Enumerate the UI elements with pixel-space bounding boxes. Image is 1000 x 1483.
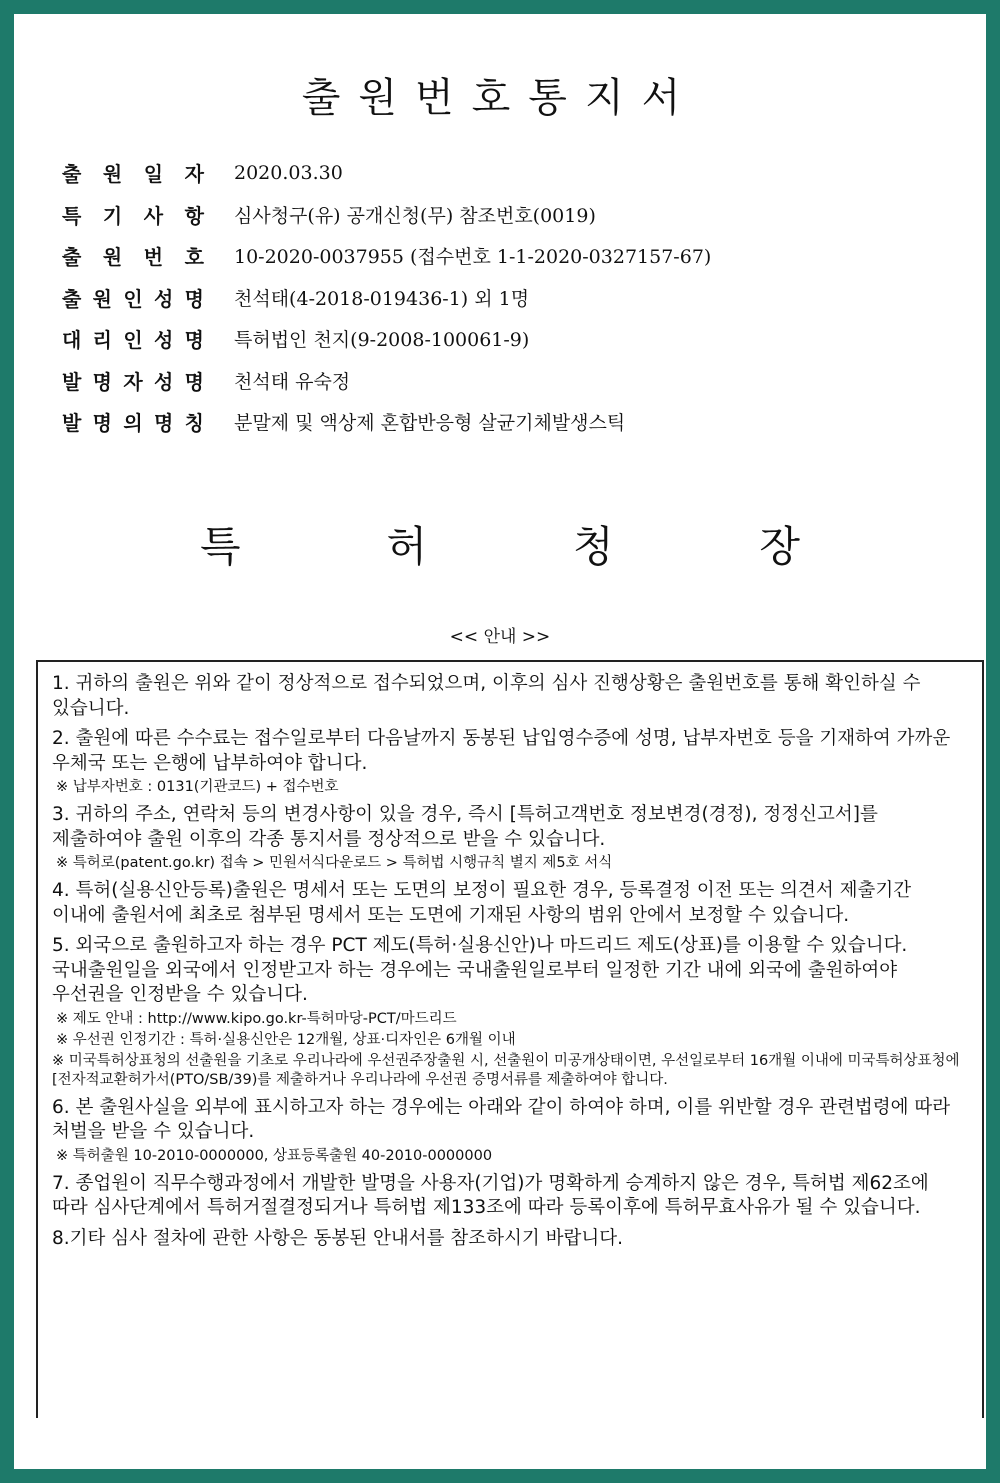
guide-box (36, 660, 984, 1418)
field-label: 대 리 인 성 명 (62, 328, 204, 353)
field-value: 천석태 유숙정 (234, 370, 351, 393)
guide-item-text: 2. 출원에 따른 수수료는 접수일로부터 다음날까지 동봉된 납입영수증에 성명, 납부자번호 등을 기재하여 가까운 우체국 또는 은행에 납부하여야 합니다. (52, 728, 951, 774)
guide-item-text: 1. 귀하의 출원은 위와 같이 정상적으로 접수되었으며, 이후의 심사 진행상황은 출원번호를 통해 확인하실 수 있습니다. (52, 673, 921, 719)
issuer-char: 청 (572, 522, 614, 571)
field-value: 2020.03.30 (234, 161, 343, 184)
guide-item (52, 934, 970, 1090)
field-label: 발 명 자 성 명 (62, 369, 204, 394)
field-row (62, 360, 711, 402)
guide-note: ※ 제도 안내 : http://www.kipo.go.kr-특허마당-PCT/마드리드 (56, 1010, 457, 1027)
guide-item (52, 879, 970, 928)
field-row (62, 194, 711, 236)
issuer-char: 허 (386, 522, 428, 571)
field-row (62, 277, 711, 319)
issuer-char: 장 (759, 522, 800, 571)
guide-item-text: 3. 귀하의 주소, 연락처 등의 변경사항이 있을 경우, 즉시 [특허고객번호 정보변경(경정), 정정신고서]를 제출하여야 출원 이후의 각종 통지서를 정상적으로 받을 수 있습니다. (52, 804, 878, 850)
guide-item (52, 1096, 970, 1166)
field-value: 천석태(4-2018-019436-1) 외 1명 (234, 287, 530, 310)
issuer-name (200, 514, 800, 574)
guide-item-text: 4. 특허(실용신안등록)출원은 명세서 또는 도면의 보정이 필요한 경우, 등록결정 이전 또는 의견서 제출기간 이내에 출원서에 최초로 첨부된 명세서 또는 도면에 기재된 사항의 범위 안에서 보정할 수 있습니다. (52, 880, 912, 926)
field-value: 10-2020-0037955 (접수번호 1-1-2020-0327157-67) (234, 246, 712, 269)
field-row (62, 401, 711, 443)
guide-item-text: 5. 외국으로 출원하고자 하는 경우 PCT 제도(특허·실용신안)나 마드리드 제도(상표)를 이용할 수 있습니다. 국내출원일을 외국에서 인정받고자 하는 경우에는 국내출원일로부터 일정한 기간 내에 외국에 출원하여야 우선권을 인정받을 수 있습니다. (52, 935, 908, 1005)
guide-item-text: 6. 본 출원사실을 외부에 표시하고자 하는 경우에는 아래와 같이 하여야 하며, 이를 위반할 경우 관련법령에 따라 처벌을 받을 수 있습니다. (52, 1096, 951, 1142)
field-row (62, 235, 711, 277)
guide-item (52, 672, 970, 721)
document-title: 출원번호통지서 (301, 75, 699, 121)
field-list (62, 152, 711, 443)
field-label: 특 기 사 항 (62, 203, 204, 228)
notice-sheet (14, 14, 986, 1469)
guide-heading: << 안내 >> (449, 627, 551, 647)
guide-item-text: 8.기타 심사 절차에 관한 사항은 동봉된 안내서를 참조하시기 바랍니다. (52, 1227, 623, 1249)
field-value: 특허법인 천지(9-2008-100061-9) (234, 329, 530, 352)
guide-note: ※ 미국특허상표청의 선출원을 기초로 우리나라에 우선권주장출원 시, 선출원이 미공개상태이면, 우선일로부터 16개월 이내에 미국특허상표청에 [전자적교환허가서(PTO/SB/39)를 제출하거나 우리나라에 우선권 증명서류를 제출하여야 합니다. (52, 1052, 960, 1088)
guide-item (52, 1172, 970, 1221)
guide-item (52, 803, 970, 873)
field-label: 출 원 인 성 명 (62, 286, 204, 311)
field-value: 심사청구(유) 공개신청(무) 참조번호(0019) (234, 204, 596, 227)
issuer-char: 특 (200, 522, 241, 571)
guide-note: ※ 우선권 인정기간 : 특허·실용신안은 12개월, 상표·디자인은 6개월 이내 (56, 1031, 516, 1048)
guide-note: ※ 특허로(patent.go.kr) 접속 > 민원서식다운로드 > 특허법 시행규칙 별지 제5호 서식 (56, 855, 613, 871)
field-row (62, 152, 711, 194)
field-row (62, 318, 711, 360)
field-label: 출 원 번 호 (62, 245, 204, 270)
guide-note: ※ 납부자번호 : 0131(기관코드) + 접수번호 (56, 779, 339, 795)
guide-item-text: 7. 종업원이 직무수행과정에서 개발한 발명을 사용자(기업)가 명확하게 승계하지 않은 경우, 특허법 제62조에 따라 심사단계에서 특허거절결정되거나 특허법 제133조에 따라 등록이후에 특허무효사유가 될 수 있습니다. (52, 1172, 929, 1218)
guide-note: ※ 특허출원 10-2010-0000000, 상표등록출원 40-2010-0000000 (56, 1147, 493, 1164)
field-value: 분말제 및 액상제 혼합반응형 살균기체발생스틱 (234, 412, 626, 435)
guide-item (52, 727, 970, 797)
field-label: 발 명 의 명 칭 (62, 411, 204, 436)
field-label: 출 원 일 자 (62, 162, 204, 187)
guide-item (52, 1227, 970, 1252)
